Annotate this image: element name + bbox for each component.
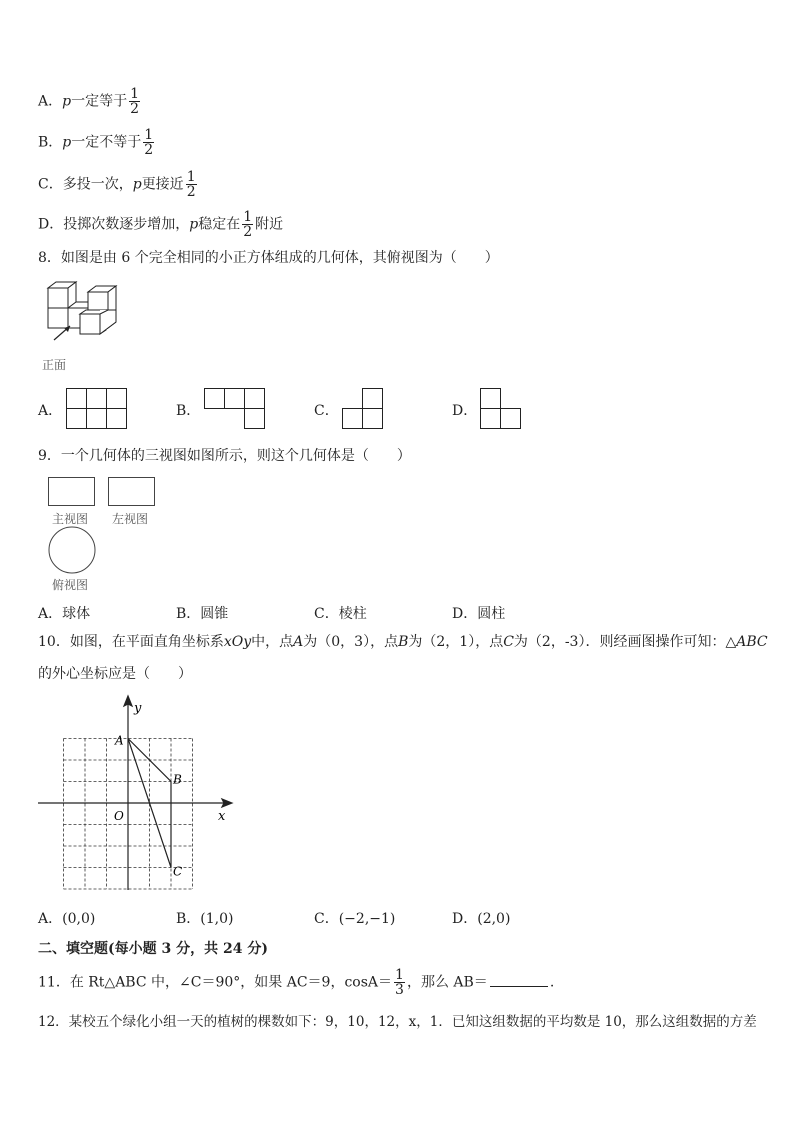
q8-option-b-label: B． — [176, 403, 201, 419]
origin-label: O — [114, 809, 124, 823]
q7-option-c: C．多投一次，p更接近 $\frac{1}{2}$ — [38, 169, 196, 200]
q10-coordinate-diagram — [30, 694, 250, 894]
left-view-label: 左视图 — [112, 512, 149, 526]
q10-option-d: D．(2,0) — [452, 911, 511, 927]
fraction: $\frac{1}{2}$ — [144, 127, 154, 158]
q8-option-d-figure — [480, 388, 542, 430]
var-p: p — [132, 176, 142, 193]
q12-text: 12．某校五个绿化小组一天的植树的棵数如下：9，10，12，x，1．已知这组数据的平均数是 10，那么这组数据的方差 — [38, 1014, 757, 1030]
top-view-label: 俯视图 — [52, 578, 89, 592]
section-title: 二、填空题(每小题 3 分，共 24 分) — [38, 941, 268, 957]
fraction: $\frac{1}{2}$ — [130, 86, 140, 117]
q9-stem: 9．一个几何体的三视图如图所示，则这个几何体是（ ） — [38, 448, 411, 464]
answer-blank[interactable] — [490, 972, 548, 987]
var-p: p — [189, 216, 199, 233]
q8-option-c-figure — [342, 388, 404, 430]
point-b-label: B — [173, 772, 182, 787]
q10-option-c: C．(−2,−1) — [314, 911, 396, 927]
point-c-label: C — [173, 864, 183, 879]
fraction: $\frac{1}{3}$ — [395, 967, 404, 998]
fraction: $\frac{1}{2}$ — [243, 209, 253, 240]
x-axis-arrow — [222, 799, 232, 807]
q8-option-d-label: D． — [452, 403, 478, 419]
q8-option-b-figure — [204, 388, 266, 430]
q9-top-view — [48, 526, 98, 576]
var-p: p — [62, 93, 72, 110]
q8-option-a-label: A． — [38, 403, 63, 419]
var-p: p — [62, 134, 72, 151]
fraction: $\frac{1}{2}$ — [186, 169, 196, 200]
q9-main-view — [48, 477, 96, 507]
q9-left-view — [108, 477, 156, 507]
point-a-label: A — [115, 733, 124, 748]
main-view-label: 主视图 — [52, 512, 89, 526]
q9-option-d: D．圆柱 — [452, 606, 506, 622]
q9-option-a: A．球体 — [38, 606, 91, 622]
q8-stem: 8．如图是由 6 个完全相同的小正方体组成的几何体，其俯视图为（ ） — [38, 250, 499, 266]
q10-option-a: A．(0,0) — [38, 911, 96, 927]
q7-option-b: B．p一定不等于 $\frac{1}{2}$ — [38, 127, 154, 158]
q7-option-a: A．p一定等于 $\frac{1}{2}$ — [38, 86, 140, 117]
q9-option-b: B．圆锥 — [176, 606, 229, 622]
front-label: 正面 — [42, 358, 67, 372]
x-axis-label: x — [218, 809, 226, 824]
q7-option-d: D．投掷次数逐步增加，p稳定在 $\frac{1}{2}$ 附近 — [38, 209, 284, 240]
y-axis-label: y — [134, 701, 142, 716]
q9-option-c: C．棱柱 — [314, 606, 367, 622]
q10-option-b: B．(1,0) — [176, 911, 234, 927]
q8-solid-figure — [40, 280, 130, 350]
q8-option-a-figure — [66, 388, 128, 430]
y-axis-arrow — [124, 696, 132, 706]
q10-stem-line1: 10．如图，在平面直角坐标系xOy中，点A为（0，3），点B为（2，1），点C为（2，-3）．则经画图操作可知：△ABC — [38, 634, 768, 650]
q10-stem-line2: 的外心坐标应是（ ） — [38, 666, 192, 682]
axes — [38, 696, 232, 890]
q11-text: 11．在 Rt△ABC 中，∠C＝90°，如果 AC＝9，cosA＝ $\frac{1}{3}$ ，那么 AB＝ . — [38, 967, 555, 998]
q8-option-c-label: C． — [314, 403, 339, 419]
